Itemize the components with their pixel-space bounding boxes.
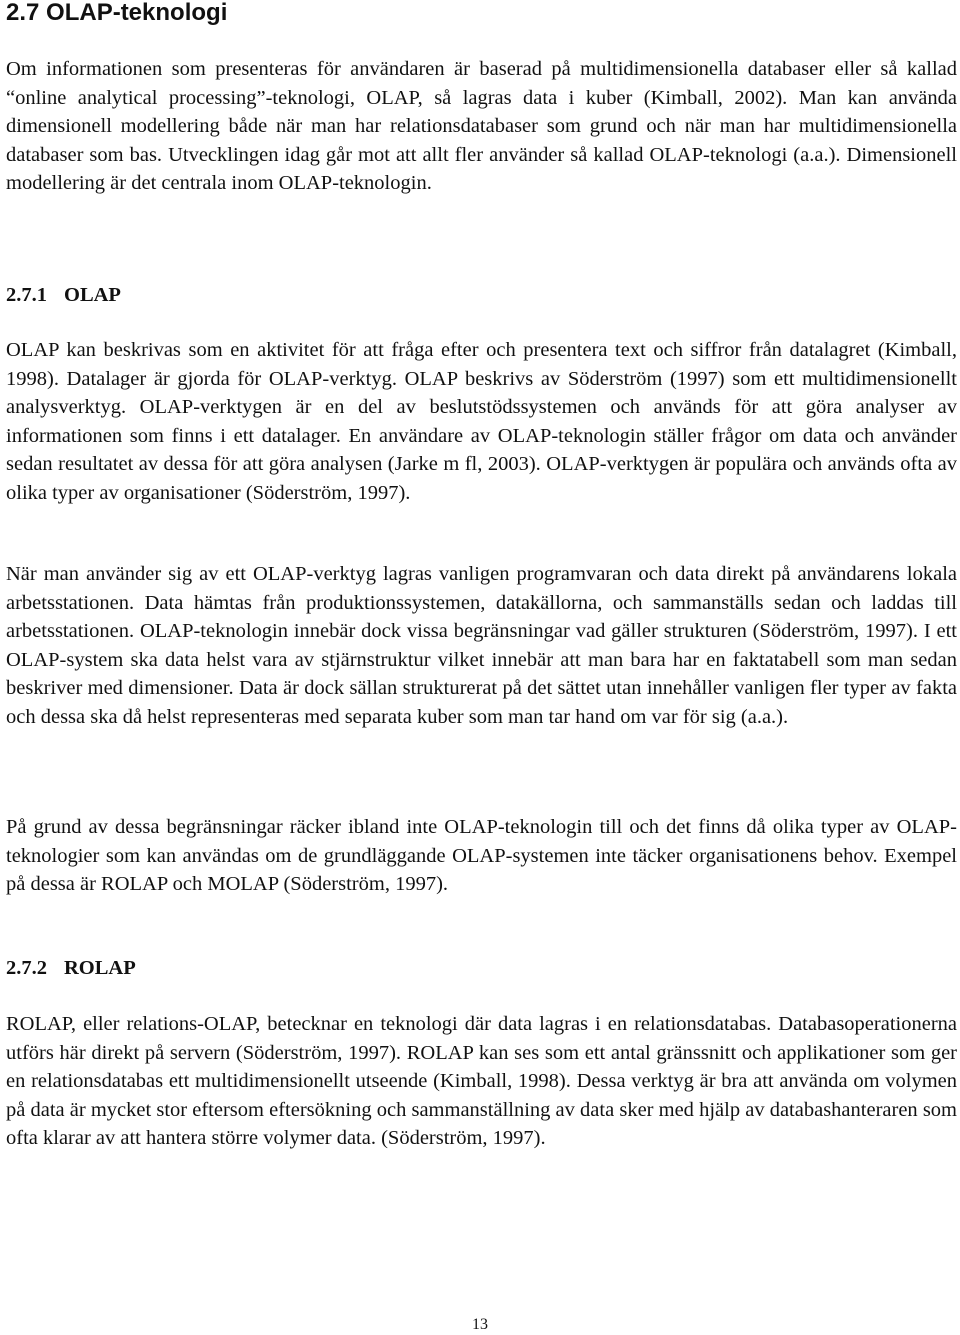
subsection-heading-olap bbox=[6, 281, 121, 309]
subsection-number: 2.7.2 bbox=[6, 957, 47, 979]
intro-paragraph: Om informationen som presenteras för användaren är baserad på multidimensionella databaser eller så kallad “online analytical processing”-teknologi, OLAP, så lagras data i kuber (Kimball, 2002). Man kan använda dimensionell modellering både när man har relationsdatabaser som grund och när man har multidimensionella databaser som bas. Utvecklingen idag går mot att allt fler använder så kallad OLAP-teknologi (a.a.). Dimensionell modellering är det centrala inom OLAP-teknologin. bbox=[6, 58, 957, 195]
subsection-number: 2.7.1 bbox=[6, 284, 47, 306]
page-number: 13 bbox=[472, 1316, 488, 1333]
olap-paragraph-1: OLAP kan beskrivas som en aktivitet för att fråga efter och presentera text och siffror från datalagret (Kimball, 1998). Datalager är gjorda för OLAP-verktyg. OLAP beskrivs av Söderström (1997) som ett multidimensionellt analysverktyg. OLAP-verktygen är en del av beslutstödssystemen och används för att göra analyser av informationen som finns i ett datalager. En användare av OLAP-teknologin ställer frågor om data och använder sedan resultatet av dessa för att göra analysen (Jarke m fl, 2003). OLAP-verktygen är populära och används ofta av olika typer av organisationer (Söderström, 1997). bbox=[6, 339, 957, 504]
olap-paragraph-2: När man använder sig av ett OLAP-verktyg lagras vanligen programvaran och data direkt på användarens lokala arbetsstationen. Data hämtas från produktionssystemen, datakällorna, och sammanställs sedan och laddas till arbetsstationen. OLAP-teknologin innebär dock vissa begränsningar vad gäller strukturen (Söderström, 1997). I ett OLAP-system ska data helst vara av stjärnstruktur vilket innebär att man bara har en faktatabell som man sedan beskriver med dimensioner. Data är dock sällan strukturerat på det sättet utan innehåller vanligen fler typer av fakta och dessa ska då helst representeras med separata kuber som man tar hand om var för sig (a.a.). bbox=[6, 563, 957, 728]
rolap-paragraph-1: ROLAP, eller relations-OLAP, betecknar en teknologi där data lagras i en relationsdatabas. Databasoperationerna utförs här direkt på servern (Söderström, 1997). ROLAP kan ses som ett antal gränssnitt och applikationer som ger en relationsdatabas ett multidimensionellt utseende (Kimball, 1998). Dessa verktyg är bra att använda om volymen på data är mycket stor eftersom eftersökning och sammanställning av data sker med hjälp av databashanteraren som ofta klarar av att hantera större volymer data. (Söderström, 1997). bbox=[6, 1013, 957, 1150]
subsection-heading-rolap bbox=[6, 954, 136, 982]
subsection-title: ROLAP bbox=[64, 957, 136, 979]
section-heading: 2.7 OLAP-teknologi bbox=[6, 0, 228, 26]
olap-paragraph-3: På grund av dessa begränsningar räcker ibland inte OLAP-teknologin till och det finns då olika typer av OLAP-teknologier som kan användas om de grundläggande OLAP-systemen inte täcker organisationens behov. Exempel på dessa är ROLAP och MOLAP (Söderström, 1997). bbox=[6, 816, 957, 896]
subsection-title: OLAP bbox=[64, 284, 121, 306]
